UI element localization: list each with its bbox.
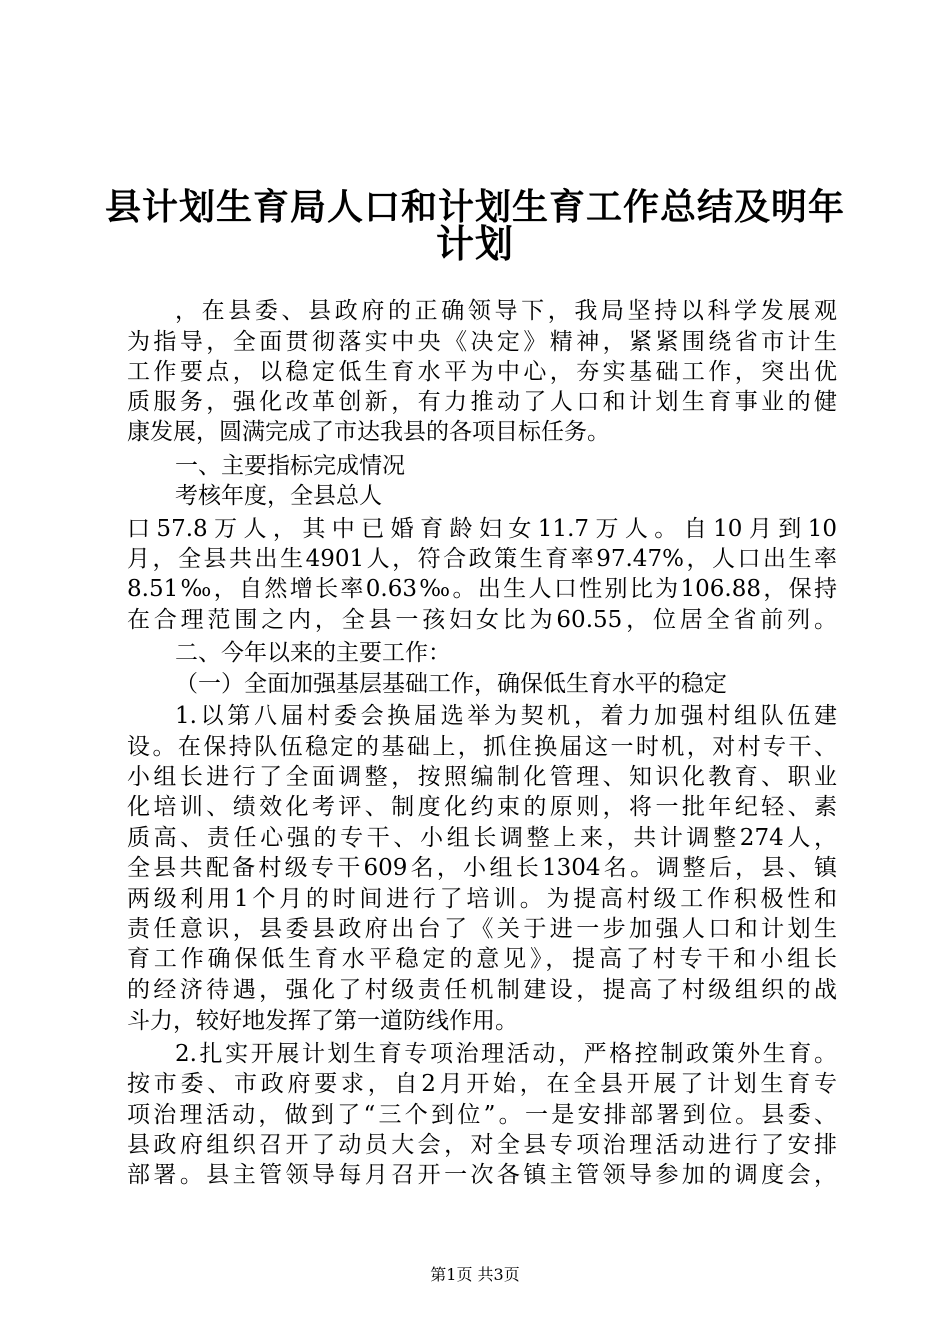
body-text-line: 康发展，圆满完成了市达我县的各项目标任务。: [127, 419, 610, 445]
body-text-line: 在合理范围之内，全县一孩妇女比为60.55，位居全省前列。: [127, 607, 837, 633]
body-text-line: 2.扎实开展计划生育专项治理活动，严格控制政策外生育。: [175, 1041, 837, 1067]
body-text-line: 责任意识，县委县政府出台了《关于进一步加强人口和计划生: [127, 916, 837, 942]
body-text-line: 质高、责任心强的专干、小组长调整上来，共计调整274人，: [127, 825, 837, 851]
body-text-line: 育工作确保低生育水平稳定的意见》，提高了村专干和小组长: [127, 946, 837, 972]
body-text-line: 二、今年以来的主要工作：: [175, 640, 451, 666]
body-text-line: 质服务，强化改革创新，有力推动了人口和计划生育事业的健: [127, 389, 837, 415]
body-text-line: 小组长进行了全面调整，按照编制化管理、知识化教育、职业: [127, 764, 837, 790]
body-text-line: 为指导，全面贯彻落实中央《决定》精神，紧紧围绕省市计生: [127, 329, 837, 355]
body-text-line: 口57.8万人，其中已婚育龄妇女11.7万人。自10月到10: [127, 516, 837, 542]
page-footer: 第1页 共3页: [430, 1265, 520, 1284]
body-text-line: 8.51‰，自然增长率0.63‰。出生人口性别比为106.88，保持: [127, 576, 837, 602]
body-text-line: 月，全县共出生4901人，符合政策生育率97.47%，人口出生率: [127, 546, 837, 572]
body-text-line: 斗力，较好地发挥了第一道防线作用。: [127, 1008, 518, 1034]
document-title-line-2: 计划: [435, 222, 514, 266]
body-text-line: 项治理活动，做到了“三个到位”。一是安排部署到位。县委、: [127, 1102, 837, 1128]
body-text-line: 部署。县主管领导每月召开一次各镇主管领导参加的调度会，: [127, 1162, 837, 1188]
body-text-line: 两级利用1个月的时间进行了培训。为提高村级工作积极性和: [127, 886, 837, 912]
body-text-line: 1.以第八届村委会换届选举为契机，着力加强村组队伍建: [175, 703, 837, 729]
body-text-line: 全县共配备村级专干609名，小组长1304名。调整后，县、镇: [127, 855, 837, 881]
body-text-line: （一）全面加强基层基础工作，确保低生育水平的稳定: [175, 671, 727, 697]
document-title-line-1: 县计划生育局人口和计划生育工作总结及明年: [104, 187, 845, 228]
body-text-line: 工作要点，以稳定低生育水平为中心，夯实基础工作，突出优: [127, 359, 837, 385]
body-text-line: ，在县委、县政府的正确领导下，我局坚持以科学发展观: [175, 298, 837, 324]
body-text-line: 按市委、市政府要求，自2月开始，在全县开展了计划生育专: [127, 1071, 837, 1097]
body-text-line: 一、主要指标完成情况: [175, 453, 405, 479]
body-text-line: 县政府组织召开了动员大会，对全县专项治理活动进行了安排: [127, 1132, 837, 1158]
body-text-line: 设。在保持队伍稳定的基础上，抓住换届这一时机，对村专干、: [127, 734, 837, 760]
body-text-line: 化培训、绩效化考评、制度化约束的原则，将一批年纪轻、素: [127, 794, 837, 820]
body-text-line: 考核年度，全县总人: [175, 483, 382, 509]
body-text-line: 的经济待遇，强化了村级责任机制建设，提高了村级组织的战: [127, 977, 837, 1003]
